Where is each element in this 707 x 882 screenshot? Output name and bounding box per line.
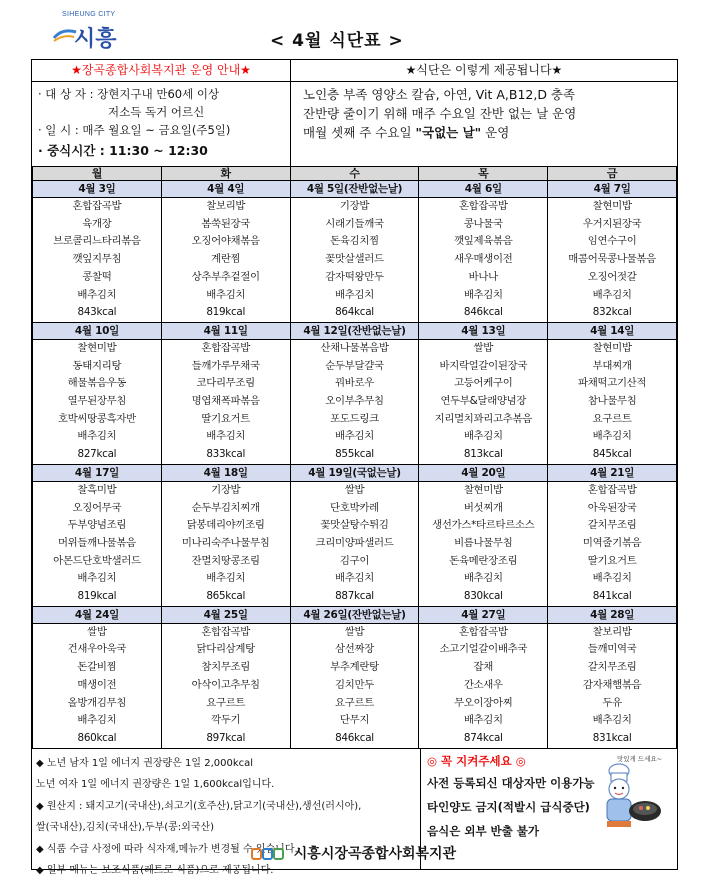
menu-item: 돈육메란장조림 <box>419 553 548 571</box>
kcal-cell: 864kcal <box>290 304 419 322</box>
menu-item: 배추김치 <box>548 428 677 446</box>
menu-item: 배추김치 <box>33 428 162 446</box>
weekday-header: 화 <box>161 167 290 181</box>
menu-item: 아몬드단호박샐러드 <box>33 553 162 571</box>
menu-row <box>33 623 677 641</box>
menu-row <box>33 393 677 411</box>
kcal-cell: 860kcal <box>33 730 162 748</box>
menu-item: 딸기요거트 <box>161 411 290 429</box>
menu-row <box>33 659 677 677</box>
menu-item: 버섯찌개 <box>419 500 548 518</box>
menu-item: 매생이전 <box>33 677 162 695</box>
service-info-title: ★식단은 이렇게 제공됩니다★ <box>291 60 677 82</box>
menu-item: 돈육김치찜 <box>290 233 419 251</box>
menu-row <box>33 712 677 730</box>
warning-title: ◎ 꼭 지켜주세요 ◎ <box>427 753 526 768</box>
menu-item: 오징어야채볶음 <box>161 233 290 251</box>
menu-row <box>33 251 677 269</box>
menu-item: 배추김치 <box>290 570 419 588</box>
menu-item: 배추김치 <box>419 287 548 305</box>
menu-item: 혼합잡곡밥 <box>161 339 290 357</box>
menu-item: 동태지리탕 <box>33 358 162 376</box>
menu-item: 지리멸치꽈리고추볶음 <box>419 411 548 429</box>
kcal-cell: 827kcal <box>33 446 162 464</box>
menu-row <box>33 641 677 659</box>
date-cell: 4월 18일 <box>161 464 290 481</box>
menu-item: 건새우아욱국 <box>33 641 162 659</box>
menu-item: 무오이장아찌 <box>419 695 548 713</box>
menu-frame <box>31 59 678 877</box>
date-cell: 4월 13일 <box>419 322 548 339</box>
date-cell: 4월 5일(잔반없는날) <box>290 181 419 198</box>
footer <box>0 843 707 863</box>
org-name: 시흥시장곡종합사회복지관 <box>293 846 457 862</box>
menu-row <box>33 535 677 553</box>
date-cell: 4월 25일 <box>161 606 290 623</box>
menu-item: 단무지 <box>290 712 419 730</box>
date-header-row <box>33 322 677 339</box>
date-header-row <box>33 464 677 481</box>
date-cell: 4월 14일 <box>548 322 677 339</box>
weekday-header: 수 <box>290 167 419 181</box>
menu-item: 김치만두 <box>290 677 419 695</box>
meal-time: · 중식시간 : 11:30 ~ 12:30 <box>38 143 208 158</box>
menu-row <box>33 358 677 376</box>
schedule-line: · 일 시 : 매주 월요일 ~ 금요일(주5일) <box>38 123 231 137</box>
kcal-cell: 843kcal <box>33 304 162 322</box>
menu-item: 참치무조림 <box>161 659 290 677</box>
chef-mascot-icon <box>597 753 669 831</box>
service-info <box>291 60 677 166</box>
menu-item: 들깨가루무채국 <box>161 358 290 376</box>
kcal-row <box>33 446 677 464</box>
info-section <box>32 60 677 167</box>
menu-row <box>33 233 677 251</box>
date-cell: 4월 10일 <box>33 322 162 339</box>
menu-item: 아욱된장국 <box>548 500 677 518</box>
menu-item: 혼합잡곡밥 <box>161 623 290 641</box>
menu-item: 들깨미역국 <box>548 641 677 659</box>
menu-item: 소고기얼갈이배추국 <box>419 641 548 659</box>
city-logo <box>52 10 120 52</box>
kcal-row <box>33 588 677 606</box>
kcal-cell: 865kcal <box>161 588 290 606</box>
note-line: ◆ 노년 남자 1일 에너지 권장량은 1일 2,000kcal <box>36 757 254 769</box>
warning-line: 타인양도 금지(적발시 급식중단) <box>427 799 590 814</box>
menu-item: 배추김치 <box>548 570 677 588</box>
chef-caption: 맛있게 드세요~ <box>617 754 663 763</box>
menu-item: 잡채 <box>419 659 548 677</box>
menu-row <box>33 269 677 287</box>
date-cell: 4월 4일 <box>161 181 290 198</box>
menu-item: 혼합잡곡밥 <box>419 198 548 216</box>
menu-item: 미나리숙주나물무침 <box>161 535 290 553</box>
menu-item: 갈치무조림 <box>548 659 677 677</box>
menu-item: 돈갈비찜 <box>33 659 162 677</box>
menu-item: 아삭이고추무침 <box>161 677 290 695</box>
menu-item: 배추김치 <box>33 570 162 588</box>
kcal-cell: 830kcal <box>419 588 548 606</box>
date-cell: 4월 21일 <box>548 464 677 481</box>
service-line-3: 매월 셋째 주 수요일 "국없는 날" 운영 <box>303 125 510 140</box>
service-line-1: 노인층 부족 영양소 칼슘, 아연, Vit A,B12,D 충족 <box>303 87 576 102</box>
menu-item: 찰현미밥 <box>548 339 677 357</box>
menu-item: 배추김치 <box>548 712 677 730</box>
menu-item: 배추김치 <box>161 287 290 305</box>
menu-item: 크리미양파샐러드 <box>290 535 419 553</box>
weekday-header: 월 <box>33 167 162 181</box>
kcal-cell: 897kcal <box>161 730 290 748</box>
menu-item: 요구르트 <box>290 695 419 713</box>
menu-item: 고등어케구이 <box>419 375 548 393</box>
menu-item: 부대찌개 <box>548 358 677 376</box>
warning-line: 음식은 외부 반출 불가 <box>427 823 539 838</box>
menu-item: 계란찜 <box>161 251 290 269</box>
operation-info-title: ★장곡종합사회복지관 운영 안내★ <box>32 60 290 82</box>
kcal-cell: 846kcal <box>290 730 419 748</box>
note-line: 노년 여자 1일 에너지 권장량은 1일 1,600kcal입니다. <box>36 779 275 791</box>
date-cell: 4월 19일(국없는날) <box>290 464 419 481</box>
logo-small-text: SIHEUNG CITY <box>62 11 116 18</box>
menu-item: 배추김치 <box>161 570 290 588</box>
menu-item: 쌀밥 <box>419 339 548 357</box>
service-line-2: 잔반량 줄이기 위해 매주 수요일 잔반 없는 날 운영 <box>303 106 577 121</box>
menu-item: 기장밥 <box>290 198 419 216</box>
menu-item: 두부양념조림 <box>33 517 162 535</box>
menu-item: 배추김치 <box>419 712 548 730</box>
menu-item: 봄쑥된장국 <box>161 216 290 234</box>
menu-item: 콩나물국 <box>419 216 548 234</box>
menu-item: 미역줄기볶음 <box>548 535 677 553</box>
kcal-cell: 819kcal <box>33 588 162 606</box>
menu-item: 요구르트 <box>161 695 290 713</box>
page-title: < 4월 식단표 > <box>270 31 404 51</box>
menu-row <box>33 339 677 357</box>
menu-item: 배추김치 <box>161 428 290 446</box>
menu-row <box>33 517 677 535</box>
menu-item: 임연수구이 <box>548 233 677 251</box>
menu-item: 꿔바로우 <box>290 375 419 393</box>
menu-item: 배추김치 <box>290 287 419 305</box>
menu-item: 닭봉데리야끼조림 <box>161 517 290 535</box>
menu-item: 두유 <box>548 695 677 713</box>
menu-row <box>33 695 677 713</box>
date-cell: 4월 26일(잔반없는날) <box>290 606 419 623</box>
menu-item: 깻잎지무침 <box>33 251 162 269</box>
menu-item: 혼합잡곡밥 <box>419 623 548 641</box>
date-cell: 4월 17일 <box>33 464 162 481</box>
menu-row <box>33 500 677 518</box>
weekday-header-row <box>33 167 677 181</box>
menu-row <box>33 677 677 695</box>
menu-item: 포도드링크 <box>290 411 419 429</box>
date-cell: 4월 28일 <box>548 606 677 623</box>
kcal-cell: 819kcal <box>161 304 290 322</box>
kcal-cell: 874kcal <box>419 730 548 748</box>
menu-item: 비름나물무침 <box>419 535 548 553</box>
menu-item: 순두부김치찌개 <box>161 500 290 518</box>
date-cell: 4월 11일 <box>161 322 290 339</box>
menu-item: 명엽채폭파볶음 <box>161 393 290 411</box>
menu-item: 쌀밥 <box>33 623 162 641</box>
note-line: ◆ 식품 수급 사정에 따라 식자재,메뉴가 변경될 수 있습니다. <box>36 843 298 855</box>
org-logo-icon <box>251 847 285 861</box>
menu-item: 쌀밥 <box>290 481 419 499</box>
menu-item: 새우매생이전 <box>419 251 548 269</box>
menu-item: 매콤어묵콩나물볶음 <box>548 251 677 269</box>
date-cell: 4월 12일(잔반없는날) <box>290 322 419 339</box>
menu-item: 혼합잡곡밥 <box>33 198 162 216</box>
menu-item: 생선가스*타르타르소스 <box>419 517 548 535</box>
menu-item: 감자채햄볶음 <box>548 677 677 695</box>
menu-item: 갈치무조림 <box>548 517 677 535</box>
menu-item: 감자떡왕만두 <box>290 269 419 287</box>
menu-row <box>33 411 677 429</box>
menu-item: 바나나 <box>419 269 548 287</box>
date-cell: 4월 6일 <box>419 181 548 198</box>
menu-item: 콩찰떡 <box>33 269 162 287</box>
menu-item: 기장밥 <box>161 481 290 499</box>
kcal-cell: 813kcal <box>419 446 548 464</box>
menu-item: 삼선짜장 <box>290 641 419 659</box>
warning-line: 사전 등록되신 대상자만 이용가능 <box>427 775 595 790</box>
menu-row <box>33 553 677 571</box>
menu-row <box>33 428 677 446</box>
menu-item: 코다리무조림 <box>161 375 290 393</box>
menu-item: 간소새우 <box>419 677 548 695</box>
weekday-header: 목 <box>419 167 548 181</box>
menu-item: 배추김치 <box>33 712 162 730</box>
kcal-cell: 845kcal <box>548 446 677 464</box>
menu-item: 배추김치 <box>419 570 548 588</box>
weekday-header: 금 <box>548 167 677 181</box>
menu-item: 닭다리삼계탕 <box>161 641 290 659</box>
note-line: ◆ 원산지 : 돼지고기(국내산),쇠고기(호주산),닭고기(국내산),생선(러시아), <box>36 800 362 812</box>
kcal-cell: 831kcal <box>548 730 677 748</box>
menu-row <box>33 375 677 393</box>
menu-item: 호박씨땅콩흑자반 <box>33 411 162 429</box>
menu-item: 찰현미밥 <box>548 198 677 216</box>
menu-item: 잔멸치땅콩조림 <box>161 553 290 571</box>
menu-row <box>33 481 677 499</box>
menu-item: 상추부추겉절이 <box>161 269 290 287</box>
menu-item: 머위들깨나물볶음 <box>33 535 162 553</box>
kcal-cell: 833kcal <box>161 446 290 464</box>
menu-item: 김구이 <box>290 553 419 571</box>
date-cell: 4월 7일 <box>548 181 677 198</box>
operation-info <box>32 60 291 166</box>
menu-item: 부추계란탕 <box>290 659 419 677</box>
date-cell: 4월 24일 <box>33 606 162 623</box>
date-header-row <box>33 181 677 198</box>
menu-row <box>33 570 677 588</box>
menu-item: 배추김치 <box>548 287 677 305</box>
menu-item: 찰보리밥 <box>161 198 290 216</box>
menu-item: 육개장 <box>33 216 162 234</box>
menu-item: 열무된장무침 <box>33 393 162 411</box>
menu-item: 찰현미밥 <box>33 339 162 357</box>
kcal-cell: 855kcal <box>290 446 419 464</box>
menu-item: 혼합잡곡밥 <box>548 481 677 499</box>
menu-item: 연두부&달래양념장 <box>419 393 548 411</box>
kcal-cell: 841kcal <box>548 588 677 606</box>
kcal-row <box>33 730 677 748</box>
menu-item: 배추김치 <box>290 428 419 446</box>
menu-item: 시래기들깨국 <box>290 216 419 234</box>
menu-item: 참나물무침 <box>548 393 677 411</box>
menu-item: 바지락얼갈이된장국 <box>419 358 548 376</box>
note-line: ◆ 일부 메뉴는 보조식품(레트로 식품)으로 제공됩니다. <box>36 865 274 877</box>
menu-item: 오징어무국 <box>33 500 162 518</box>
menu-item: 산채나물볶음밥 <box>290 339 419 357</box>
menu-item: 단호박카레 <box>290 500 419 518</box>
date-cell: 4월 27일 <box>419 606 548 623</box>
logo-big-text: 시흥 <box>74 27 117 52</box>
menu-row <box>33 198 677 216</box>
menu-item: 꽃맛살샐러드 <box>290 251 419 269</box>
date-cell: 4월 20일 <box>419 464 548 481</box>
kcal-cell: 887kcal <box>290 588 419 606</box>
target-line: · 대 상 자 : 장현지구내 만60세 이상 <box>38 87 220 101</box>
menu-item: 찰현미밥 <box>419 481 548 499</box>
menu-item: 깍두기 <box>161 712 290 730</box>
menu-item: 해물볶음우동 <box>33 375 162 393</box>
menu-item: 배추김치 <box>33 287 162 305</box>
menu-item: 올방개김무침 <box>33 695 162 713</box>
note-line: 쌀(국내산),김치(국내산),두부(콩:외국산) <box>36 822 215 834</box>
menu-item: 파채떡고기산적 <box>548 375 677 393</box>
kcal-cell: 832kcal <box>548 304 677 322</box>
kcal-row <box>33 304 677 322</box>
target-line-2: 저소득 독거 어르신 <box>108 105 205 119</box>
menu-item: 깻잎제육볶음 <box>419 233 548 251</box>
menu-table <box>32 167 677 749</box>
menu-item: 딸기요거트 <box>548 553 677 571</box>
menu-item: 쌀밥 <box>290 623 419 641</box>
date-cell: 4월 3일 <box>33 181 162 198</box>
menu-row <box>33 287 677 305</box>
menu-item: 오징어젓갈 <box>548 269 677 287</box>
menu-item: 우거지된장국 <box>548 216 677 234</box>
menu-item: 찰흑미밥 <box>33 481 162 499</box>
menu-item: 오이부추무침 <box>290 393 419 411</box>
menu-item: 꽃맛살탕수튀김 <box>290 517 419 535</box>
menu-item: 순두부달걀국 <box>290 358 419 376</box>
date-header-row <box>33 606 677 623</box>
kcal-cell: 846kcal <box>419 304 548 322</box>
menu-item: 배추김치 <box>419 428 548 446</box>
menu-item: 브로콜리느타리볶음 <box>33 233 162 251</box>
menu-item: 요구르트 <box>548 411 677 429</box>
menu-row <box>33 216 677 234</box>
menu-item: 찰보리밥 <box>548 623 677 641</box>
